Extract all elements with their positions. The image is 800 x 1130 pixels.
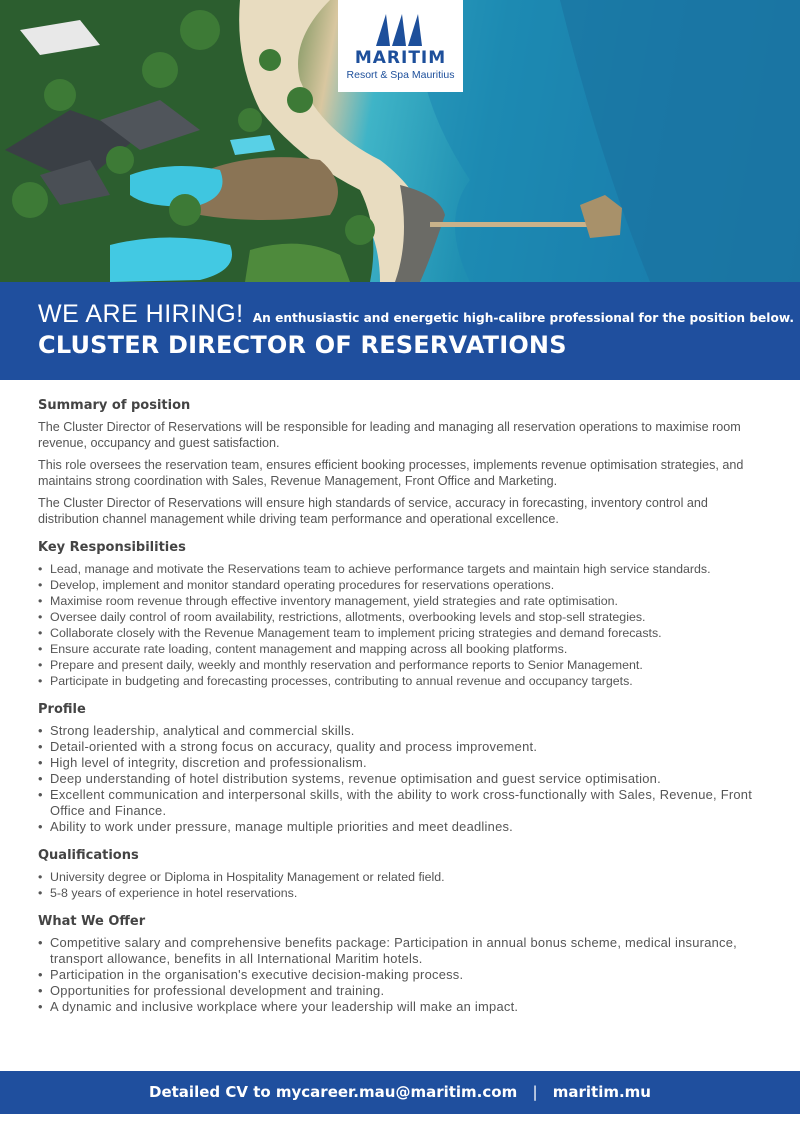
profile-section [38, 702, 766, 835]
list-item: • 5-8 years of experience in hotel reservations. [38, 885, 766, 901]
qualifications-section [38, 848, 766, 901]
list-item: • Participation in the organisation's executive decision-making process. [38, 967, 766, 983]
website-link[interactable]: maritim.mu [552, 1083, 651, 1101]
summary-paragraph: This role oversees the reservation team, ensures efficient booking processes, implements revenue optimisation strategies, and maintains strong coordination with Sales, Revenue Management, Front Office and Marketing. [38, 458, 744, 488]
offer-section [38, 914, 766, 1015]
maritim-logo [338, 0, 463, 92]
logo-wordmark: MARITIM [354, 48, 447, 68]
job-description [38, 398, 766, 1028]
footer-separator: | [532, 1083, 538, 1101]
list-item: • Deep understanding of hotel distribution systems, revenue optimisation and guest service optimisation. [38, 771, 766, 787]
list-item: • Detail-oriented with a strong focus on accuracy, quality and process improvement. [38, 739, 766, 755]
summary-heading: Summary of position [38, 398, 191, 413]
maritim-sails-icon [376, 12, 426, 46]
profile-heading: Profile [38, 702, 86, 717]
list-item: • Oversee daily control of room availability, restrictions, allotments, overbooking levels and stop-sell strategies. [38, 609, 766, 625]
contact-footer [0, 1071, 800, 1114]
logo-subtitle: Resort & Spa Mauritius [346, 69, 455, 81]
profile-list [38, 723, 766, 835]
list-item: • A dynamic and inclusive workplace where your leadership will make an impact. [38, 999, 766, 1015]
list-item: • Strong leadership, analytical and commercial skills. [38, 723, 766, 739]
summary-paragraph: The Cluster Director of Reservations will be responsible for leading and managing all reservation operations to maximise room revenue, occupancy and guest satisfaction. [38, 420, 741, 450]
responsibilities-section [38, 540, 766, 689]
list-item: • Opportunities for professional development and training. [38, 983, 766, 999]
qualifications-list [38, 869, 766, 901]
hiring-line [38, 300, 794, 329]
hero-resort-photo [0, 0, 800, 282]
list-item: • Participate in budgeting and forecasting processes, contributing to annual revenue and occupancy targets. [38, 673, 766, 689]
position-title: CLUSTER DIRECTOR OF RESERVATIONS [38, 331, 567, 359]
summary-section [38, 398, 766, 527]
list-item: • University degree or Diploma in Hospitality Management or related field. [38, 869, 766, 885]
cv-email-text[interactable]: Detailed CV to mycareer.mau@maritim.com [149, 1083, 518, 1101]
list-item: • Collaborate closely with the Revenue Management team to implement pricing strategies and demand forecasts. [38, 625, 766, 641]
list-item: • High level of integrity, discretion and professionalism. [38, 755, 766, 771]
hiring-tagline: An enthusiastic and energetic high-calibre professional for the position below. [252, 311, 794, 325]
hiring-banner [0, 282, 800, 380]
responsibilities-list [38, 561, 766, 689]
hiring-headline: WE ARE HIRING! [38, 300, 244, 328]
responsibilities-heading: Key Responsibilities [38, 540, 186, 555]
list-item: • Lead, manage and motivate the Reservations team to achieve performance targets and maintain high service standards. [38, 561, 766, 577]
list-item: • Prepare and present daily, weekly and monthly reservation and performance reports to Senior Management. [38, 657, 766, 673]
list-item: • Ensure accurate rate loading, content management and mapping across all booking platforms. [38, 641, 766, 657]
offer-heading: What We Offer [38, 914, 146, 929]
list-item: • Competitive salary and comprehensive benefits package: Participation in annual bonus scheme, medical insurance, transport allowance, benefits in all International Maritim hotels. [38, 935, 766, 967]
offer-list [38, 935, 766, 1015]
list-item: • Ability to work under pressure, manage multiple priorities and meet deadlines. [38, 819, 766, 835]
qualifications-heading: Qualifications [38, 848, 139, 863]
list-item: • Maximise room revenue through effective inventory management, yield strategies and rate optimisation. [38, 593, 766, 609]
list-item: • Excellent communication and interpersonal skills, with the ability to work cross-functionally with Sales, Revenue, Front Office and Finance. [38, 787, 766, 819]
list-item: • Develop, implement and monitor standard operating procedures for reservations operations. [38, 577, 766, 593]
summary-paragraph: The Cluster Director of Reservations will ensure high standards of service, accuracy in forecasting, inventory control and distribution channel management while driving team performance and operational excellence. [38, 496, 708, 526]
